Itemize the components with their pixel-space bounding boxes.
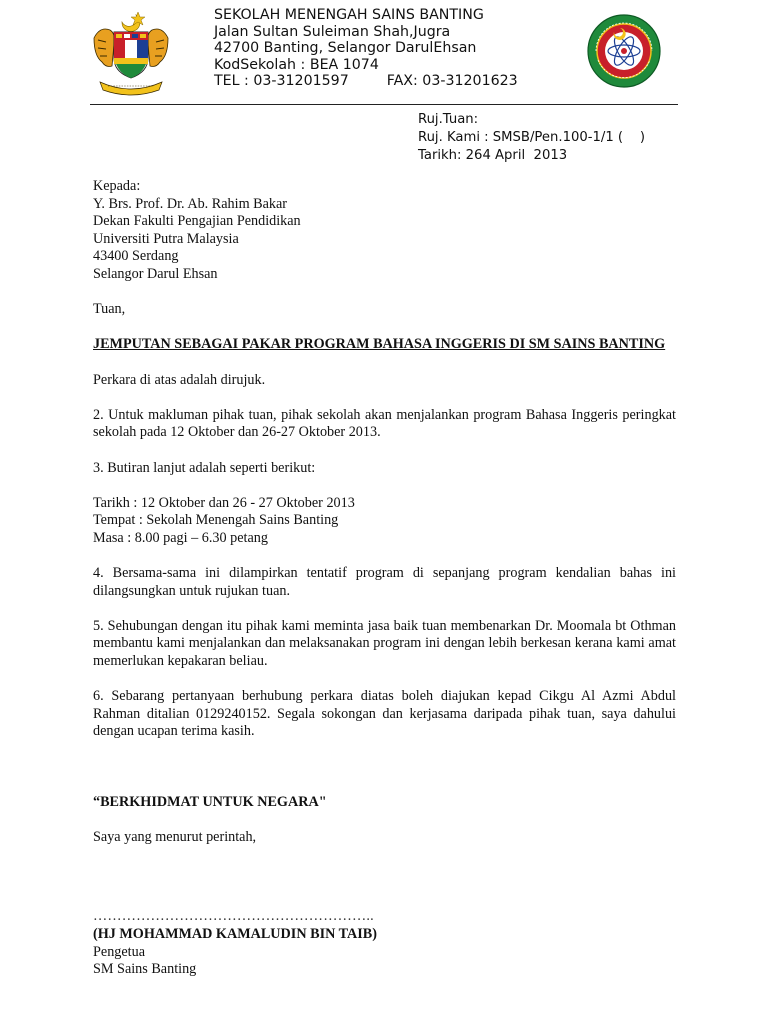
school-emblem-icon bbox=[586, 10, 662, 92]
reference-block bbox=[418, 111, 645, 165]
school-code: KodSekolah : BEA 1074 bbox=[214, 56, 379, 73]
school-name: SEKOLAH MENENGAH SAINS BANTING bbox=[214, 7, 484, 23]
header-divider bbox=[90, 104, 678, 105]
recipient-line: Selangor Darul Ehsan bbox=[93, 265, 218, 282]
paragraph-2: 2. Untuk makluman pihak tuan, pihak sekolah akan menjalankan program Bahasa Inggeris peringkat sekolah pada 12 Oktober dan 26-27 Oktober 2013. bbox=[93, 406, 676, 441]
paragraph-5: 5. Sehubungan dengan itu pihak kami meminta jasa baik tuan membenarkan Dr. Moomala bt Othman membantu kami menjalankan dan melaksanakan program ini dengan lebih berkesan kerana kami amat memerlukan kepakaran beliau. bbox=[93, 617, 676, 670]
recipient-line: 43400 Serdang bbox=[93, 248, 179, 265]
detail-time: Masa : 8.00 pagi – 6.30 petang bbox=[93, 529, 268, 546]
motto: “BERKHIDMAT UNTUK NEGARA" bbox=[93, 793, 327, 810]
signatory-name: (HJ MOHAMMAD KAMALUDIN BIN TAIB) bbox=[93, 925, 377, 942]
address-line-2: 42700 Banting, Selangor DarulEhsan bbox=[214, 40, 477, 57]
letter-body bbox=[93, 178, 676, 979]
paragraph-3: 3. Butiran lanjut adalah seperti berikut: bbox=[93, 459, 316, 476]
recipient-address bbox=[93, 178, 676, 284]
paragraph-6: 6. Sebarang pertanyaan berhubung perkara diatas boleh diajukan kepad Cikgu Al Azmi Abdul Rahman ditalian 0129240152. Segala sokongan dan kerjasama daripada pihak tuan, saya dahului dengan ucapan terima kasih. bbox=[93, 688, 676, 740]
signatory-org: SM Sains Banting bbox=[93, 961, 197, 978]
recipient-line: Dekan Fakulti Pengajian Pendidikan bbox=[93, 213, 301, 230]
address-line-1: Jalan Sultan Suleiman Shah,Jugra bbox=[214, 23, 451, 40]
salutation: Tuan, bbox=[93, 301, 126, 318]
ruj-tuan: Ruj.Tuan: bbox=[418, 112, 479, 127]
contact-line bbox=[214, 73, 518, 90]
recipient-line: Universiti Putra Malaysia bbox=[93, 230, 239, 247]
recipient-line: Y. Brs. Prof. Dr. Ab. Rahim Bakar bbox=[93, 195, 288, 212]
paragraph-1: Perkara di atas adalah dirujuk. bbox=[93, 371, 266, 388]
recipient-label: Kepada: bbox=[93, 178, 141, 194]
tel-number: TEL : 03-31201597 bbox=[214, 73, 349, 90]
fax-number: FAX: 03-31201623 bbox=[386, 73, 518, 90]
letterhead bbox=[214, 7, 518, 90]
signature-line: ………………………………………………….. bbox=[93, 908, 374, 925]
detail-venue: Tempat : Sekolah Menengah Sains Banting bbox=[93, 512, 339, 529]
malaysia-coat-of-arms-icon bbox=[86, 8, 176, 98]
signatory-title: Pengetua bbox=[93, 943, 146, 960]
paragraph-4: 4. Bersama-sama ini dilampirkan tentatif program di sepanjang program kendalian bahas ini dilangsungkan untuk rujukan tuan. bbox=[93, 565, 676, 599]
closing-phrase: Saya yang menurut perintah, bbox=[93, 828, 257, 845]
ruj-kami: Ruj. Kami : SMSB/Pen.100-1/1 ( ) bbox=[418, 130, 645, 145]
subject-line: JEMPUTAN SEBAGAI PAKAR PROGRAM BAHASA INGGERIS DI SM SAINS BANTING bbox=[93, 336, 666, 353]
letter-date: Tarikh: 264 April 2013 bbox=[418, 148, 568, 163]
detail-date: Tarikh : 12 Oktober dan 26 - 27 Oktober 2013 bbox=[93, 494, 355, 511]
